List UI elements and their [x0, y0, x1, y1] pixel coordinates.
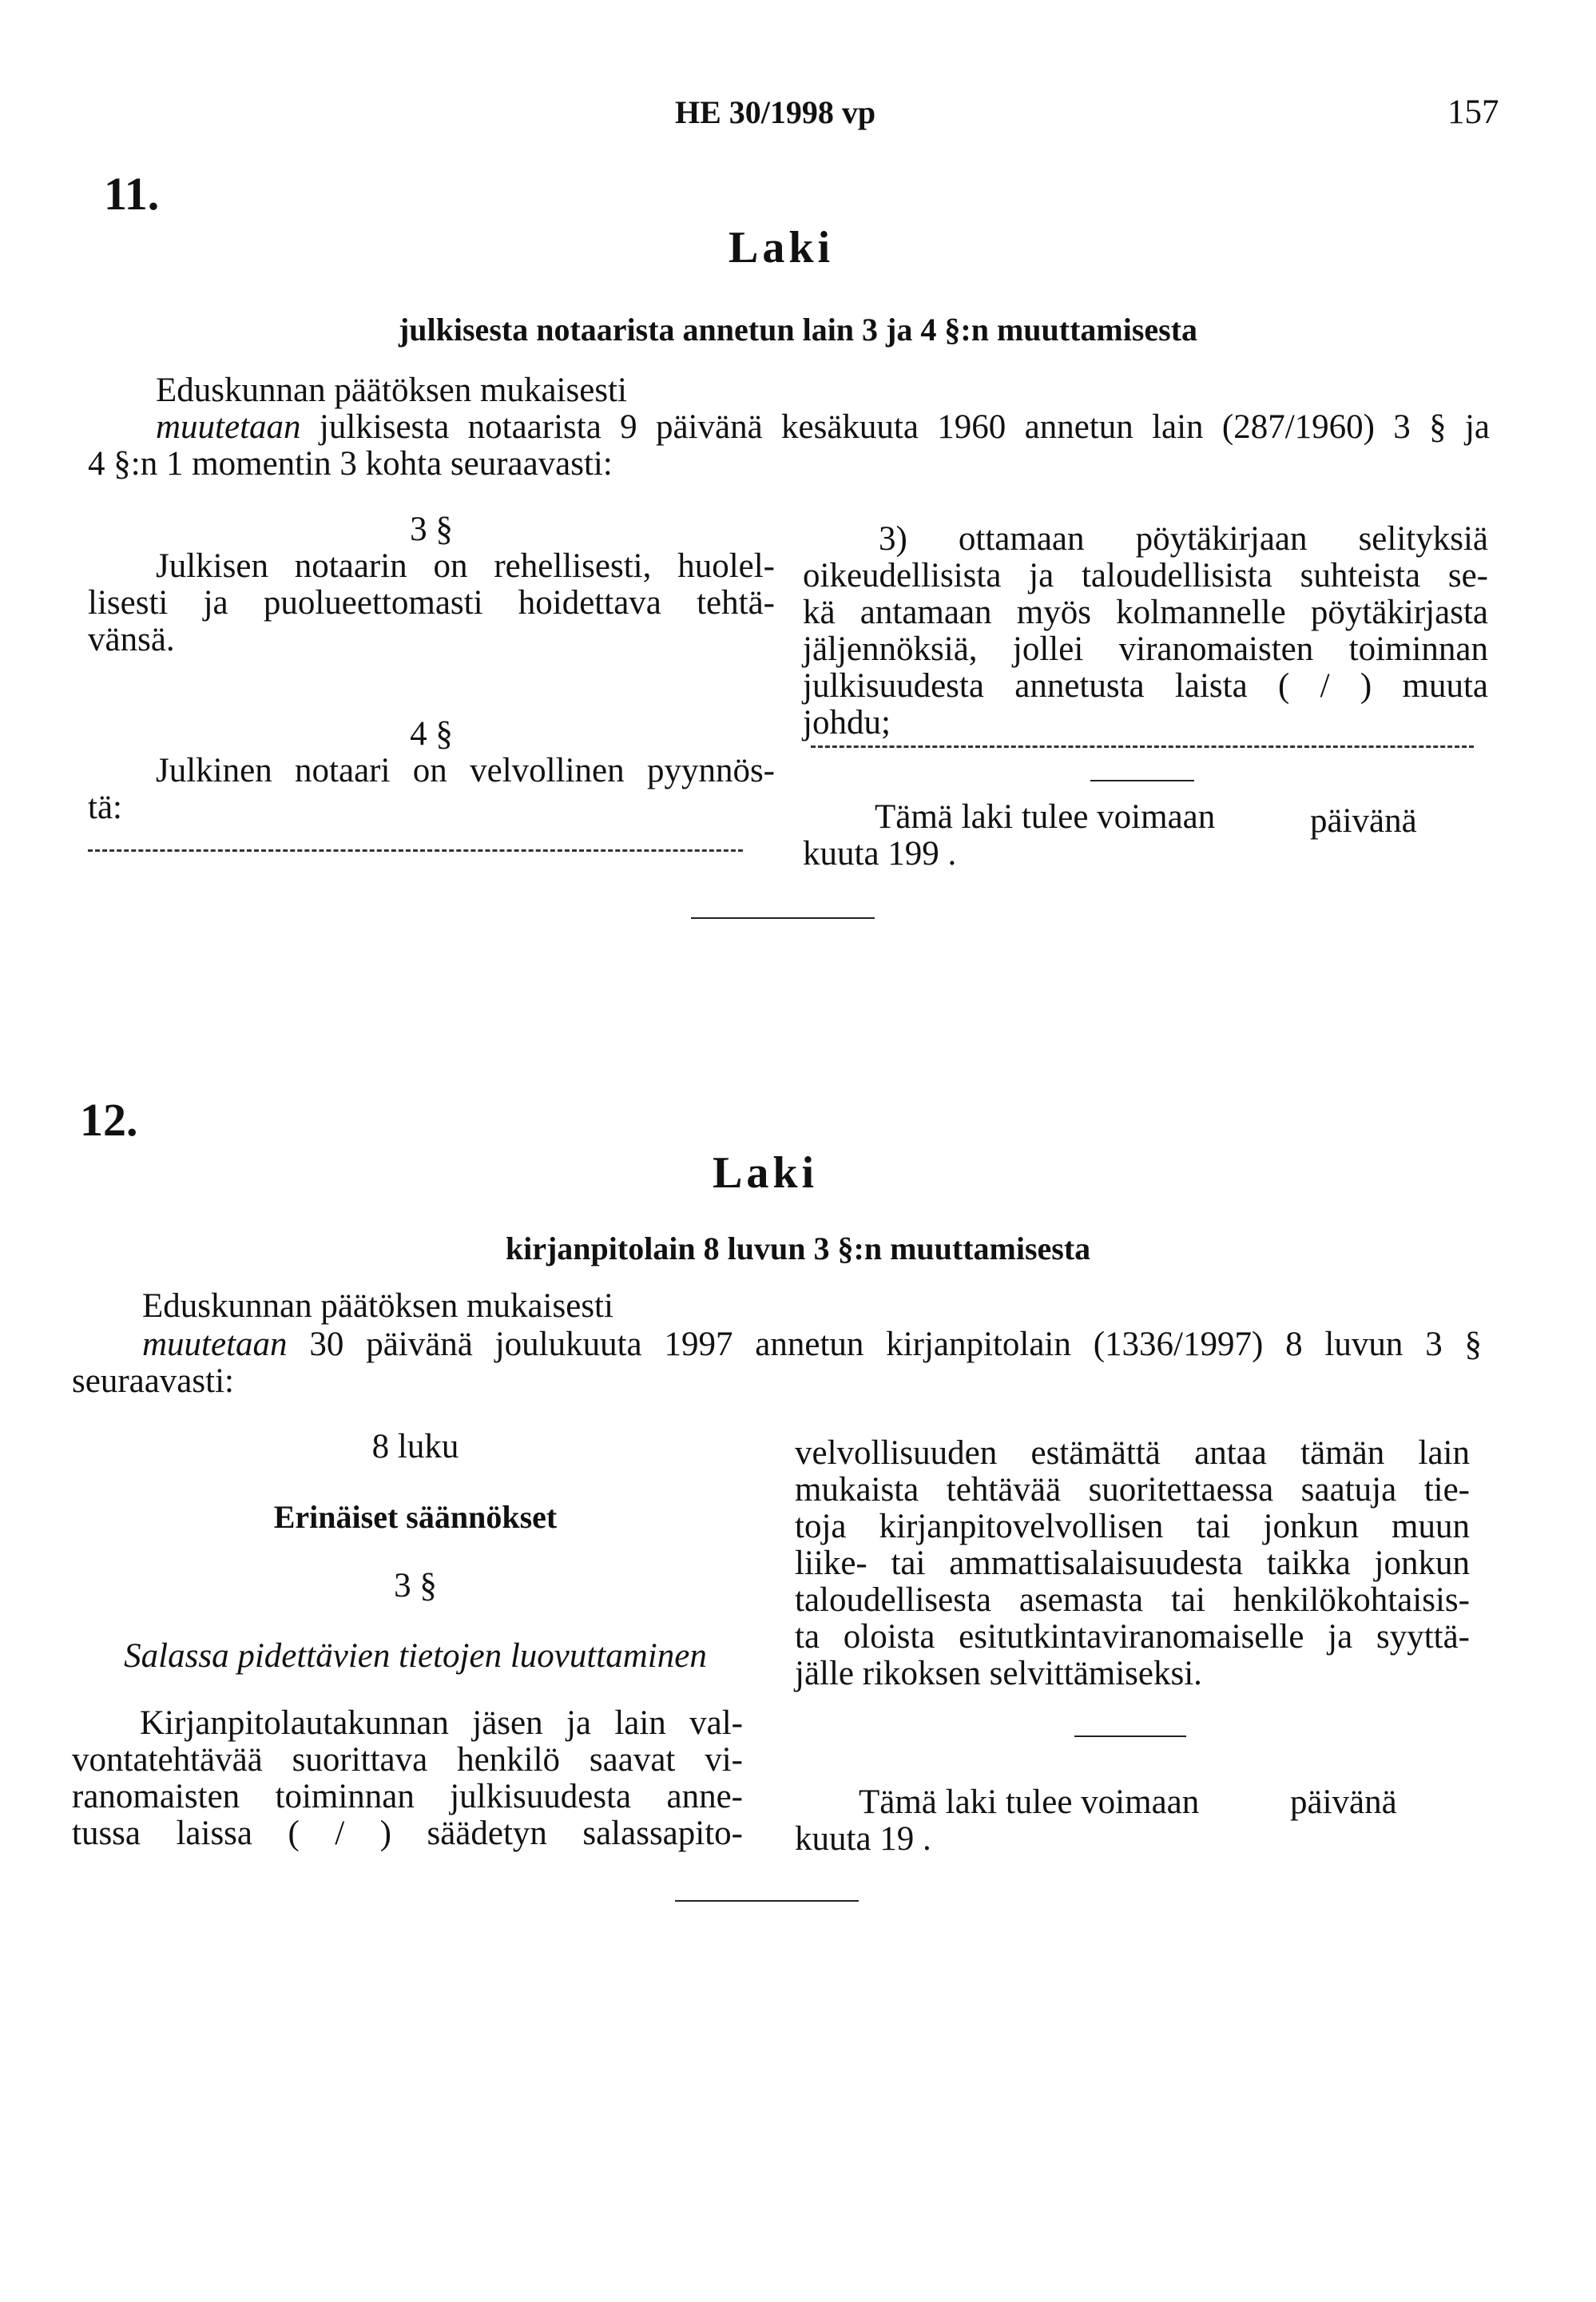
amend-text: julkisesta notaarista 9 päivänä kesäkuuta 1960 annetun lain (287/1960) 3 § ja	[319, 408, 1491, 446]
section-3-mark: 3 §	[394, 1567, 437, 1604]
text-line: lisesti ja puolueettomasti hoidettava tehtä-	[88, 584, 775, 622]
section-3-text	[88, 548, 775, 658]
section-3-text-continued	[795, 1435, 1470, 1692]
law-subtitle: julkisesta notaarista annetun lain 3 ja 4 §:n muuttamisesta	[398, 312, 1198, 348]
text-line: velvollisuuden estämättä antaa tämän lain	[795, 1434, 1470, 1472]
text-line: mukaista tehtävää suoritettaessa saatuja tie-	[795, 1471, 1470, 1509]
separator-rule	[1074, 1735, 1186, 1737]
running-title: HE 30/1998 vp	[675, 94, 876, 130]
entry-into-force-date: kuuta 199 .	[803, 835, 957, 873]
amend-word: muutetaan	[156, 408, 301, 446]
entry-into-force: Tämä laki tulee voimaan	[875, 798, 1216, 836]
text-line: Julkisen notaarin on rehellisesti, huolel-	[156, 547, 775, 585]
entry-into-force-date: kuuta 19 .	[795, 1820, 931, 1858]
chapter-title: Erinäiset säännökset	[273, 1499, 558, 1535]
law-heading: Laki	[713, 1148, 819, 1198]
text-line: kä antamaan myös kolmannelle pöytäkirjasta	[803, 594, 1488, 631]
end-rule	[675, 1900, 859, 1902]
section-3-text	[72, 1705, 743, 1852]
section-4-text	[88, 753, 775, 826]
text-line: 3) ottamaan pöytäkirjaan selityksiä	[879, 520, 1488, 558]
separator-rule	[1090, 780, 1194, 781]
enacting-formula: Eduskunnan päätöksen mukaisesti	[156, 372, 627, 409]
item-3-text	[803, 521, 1488, 741]
amendment-clause	[142, 1326, 1482, 1363]
end-rule	[691, 917, 875, 919]
text-line: vänsä.	[88, 621, 175, 658]
text-line: tussa laissa ( / ) säädetyn salassapito-	[72, 1815, 743, 1852]
section-3-mark: 3 §	[410, 511, 453, 548]
text-line: liike- tai ammattisalaisuudesta taikka jonkun	[795, 1545, 1470, 1582]
entry-into-force: Tämä laki tulee voimaan	[859, 1783, 1200, 1821]
law-subtitle: kirjanpitolain 8 luvun 3 §:n muuttamisesta	[505, 1231, 1091, 1266]
text-line: julkisuudesta annetusta laista ( / ) muuta	[803, 667, 1488, 705]
law-number: 12.	[80, 1094, 138, 1146]
text-line: jäljennöksiä, jollei viranomaisten toiminnan	[803, 630, 1488, 668]
chapter-number: 8 luku	[371, 1428, 459, 1465]
amendment-clause-line2: seuraavasti:	[72, 1362, 234, 1400]
text-line: johdu;	[803, 704, 891, 741]
section-4-mark: 4 §	[410, 715, 453, 753]
text-line: tä:	[88, 789, 122, 826]
omission-dashes	[88, 849, 743, 852]
text-line: taloudellisesta asemasta tai henkilökohtaisis-	[795, 1581, 1470, 1619]
enacting-formula: Eduskunnan päätöksen mukaisesti	[142, 1287, 613, 1325]
text-line: ranomaisten toiminnan julkisuudesta anne-	[72, 1778, 743, 1815]
amend-word: muutetaan	[142, 1326, 288, 1363]
page-number: 157	[1447, 93, 1499, 131]
text-line: jälle rikoksen selvittämiseksi.	[795, 1655, 1202, 1692]
text-line: toja kirjanpitovelvollisen tai jonkun muun	[795, 1508, 1470, 1545]
entry-into-force-day: päivänä	[1310, 802, 1417, 840]
section-3-title: Salassa pidettävien tietojen luovuttaminen	[124, 1637, 707, 1675]
text-line: Kirjanpitolautakunnan jäsen ja lain val-	[140, 1704, 743, 1742]
amendment-clause-line2: 4 §:n 1 momentin 3 kohta seuraavasti:	[88, 445, 613, 483]
entry-into-force-day: päivänä	[1290, 1783, 1397, 1821]
text-line: vontatehtävää suorittava henkilö saavat vi-	[72, 1741, 743, 1779]
omission-dashes	[811, 745, 1474, 748]
amendment-clause	[156, 409, 1490, 446]
amend-text: 30 päivänä joulukuuta 1997 annetun kirjanpitolain (1336/1997) 8 luvun 3 §	[309, 1326, 1483, 1363]
text-line: ta oloista esitutkintaviranomaiselle ja syyttä-	[795, 1618, 1470, 1656]
law-heading: Laki	[729, 223, 835, 272]
text-line: oikeudellisista ja taloudellisista suhteista se-	[803, 557, 1488, 594]
law-number: 11.	[104, 168, 160, 220]
text-line: Julkinen notaari on velvollinen pyynnös-	[156, 752, 775, 789]
